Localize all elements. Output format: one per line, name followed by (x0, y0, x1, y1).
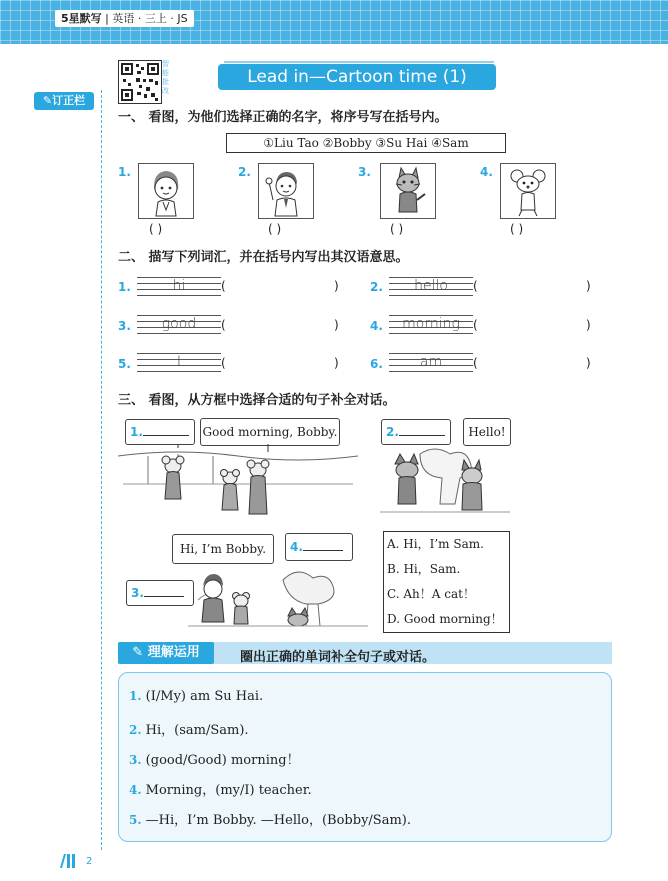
s1-item1-num: 1. (118, 165, 131, 179)
s4-text-5: —Hi，I’m Bobby. —Hello，(Bobby/Sam). (145, 813, 411, 828)
s1-item2-num: 2. (238, 165, 251, 179)
s4-num-3: 3. (129, 753, 142, 767)
margin-divider (101, 90, 102, 850)
trace-word: good (161, 316, 197, 332)
writing-lines-am[interactable] (389, 353, 473, 371)
s1-item2-answer[interactable]: ( ) (268, 222, 282, 236)
bubble-blank-2[interactable] (381, 419, 451, 445)
s2-item2-close: ) (586, 279, 591, 293)
names-box: ①Liu Tao ②Bobby ③Su Hai ④Sam (226, 133, 506, 153)
brand-label (55, 10, 194, 27)
scene1-illustration (118, 444, 358, 520)
bubble-blank-1[interactable] (125, 419, 195, 445)
s2-item6-open: ( (473, 356, 478, 370)
trace-word: am (419, 354, 443, 370)
option-d: D. Good morning！ (387, 612, 503, 626)
s1-item1-answer[interactable]: ( ) (149, 222, 163, 236)
s4-text-4: Morning，(my/I) teacher. (145, 783, 312, 798)
s4-text-2: Hi，(sam/Sam). (145, 723, 249, 738)
s2-item4-num: 4. (370, 319, 383, 333)
trace-word: morning (402, 316, 460, 332)
s4-row-4[interactable] (129, 779, 312, 798)
bubble-hi-im-bobby: Hi, I’m Bobby. (172, 534, 274, 564)
mouse-picture (500, 163, 556, 219)
s1-item3-answer[interactable]: ( ) (390, 222, 404, 236)
s4-row-1[interactable] (129, 689, 263, 704)
page-number: 2 (86, 856, 93, 867)
bubble-blank-3[interactable] (126, 580, 194, 606)
section4-title: 圈出正确的单词补全句子或对话。 (240, 650, 436, 665)
s4-row-5[interactable] (129, 809, 411, 828)
s4-num-5: 5. (129, 813, 142, 827)
brand-subject: | 英语 · 三上 · JS (105, 12, 188, 25)
option-a: A. Hi，I’m Sam. (387, 537, 484, 551)
section2-title: 二、 描写下列词汇，并在括号内写出其汉语意思。 (118, 250, 409, 265)
s4-text-1: (I/My) am Su Hai. (145, 689, 264, 704)
s2-item5-open: ( (221, 356, 226, 370)
books-icon (58, 852, 80, 868)
bubble-good-morning-bobby: Good morning, Bobby. (200, 418, 340, 446)
s2-item4-close: ) (586, 318, 591, 332)
boy-picture (258, 163, 314, 219)
s2-item4-open: ( (473, 318, 478, 332)
writing-lines-hello[interactable] (389, 277, 473, 295)
scene3-illustration (188, 560, 368, 632)
bubble-4-num: 4. (290, 540, 303, 554)
s2-item3-close: ) (334, 318, 339, 332)
trace-word: hello (414, 278, 448, 294)
s2-item2-open: ( (473, 279, 478, 293)
s2-item1-open: ( (221, 279, 226, 293)
s4-row-3[interactable] (129, 749, 300, 768)
options-box (383, 531, 510, 633)
writing-lines-hi[interactable] (137, 277, 221, 295)
s2-item6-close: ) (586, 356, 591, 370)
s2-item1-num: 1. (118, 280, 131, 294)
s4-num-4: 4. (129, 783, 142, 797)
s4-row-2[interactable] (129, 719, 249, 738)
s2-item6-num: 6. (370, 357, 383, 371)
scene2-illustration (380, 444, 510, 518)
trace-word: I (176, 354, 182, 370)
trace-word: hi (172, 278, 186, 294)
girl-picture (138, 163, 194, 219)
s1-item4-num: 4. (480, 165, 493, 179)
section1-title: 一、 看图，为他们选择正确的名字，将序号写在括号内。 (118, 110, 448, 125)
bubble-3-num: 3. (131, 586, 144, 600)
bubble-blank-4[interactable] (285, 533, 353, 561)
section4-panel (118, 672, 612, 842)
brand-name: 5星默写 (61, 12, 102, 25)
section4-tag (118, 642, 214, 664)
s2-item5-num: 5. (118, 357, 131, 371)
option-c: C. Ah！A cat！ (387, 587, 475, 601)
s2-item5-close: ) (334, 356, 339, 370)
s2-item3-num: 3. (118, 319, 131, 333)
section4-tag-label: 理解运用 (147, 645, 200, 660)
writing-lines-i[interactable] (137, 353, 221, 371)
edit-icon: ✎ (132, 645, 144, 660)
qr-code-icon[interactable] (118, 60, 162, 104)
section3-title: 三、 看图，从方框中选择合适的句子补全对话。 (118, 393, 396, 408)
s4-text-3: (good/Good) morning！ (145, 753, 300, 768)
correction-column-tag: ✎订正栏 (34, 92, 94, 110)
writing-lines-morning[interactable] (389, 315, 473, 333)
bubble-1-num: 1. (130, 425, 143, 439)
lesson-title: Lead in—Cartoon time (1) (218, 64, 496, 90)
s4-num-1: 1. (129, 689, 142, 703)
bubble-2-num: 2. (386, 425, 399, 439)
writing-lines-good[interactable] (137, 315, 221, 333)
s4-num-2: 2. (129, 723, 142, 737)
s2-item3-open: ( (221, 318, 226, 332)
bubble-hello: Hello! (463, 418, 511, 446)
cat-picture (380, 163, 436, 219)
option-b: B. Hi，Sam. (387, 562, 461, 576)
s1-item4-answer[interactable]: ( ) (510, 222, 524, 236)
s1-item3-num: 3. (358, 165, 371, 179)
s2-item1-close: ) (334, 279, 339, 293)
s2-item2-num: 2. (370, 280, 383, 294)
qr-side-label: 智能批改 (162, 60, 169, 95)
